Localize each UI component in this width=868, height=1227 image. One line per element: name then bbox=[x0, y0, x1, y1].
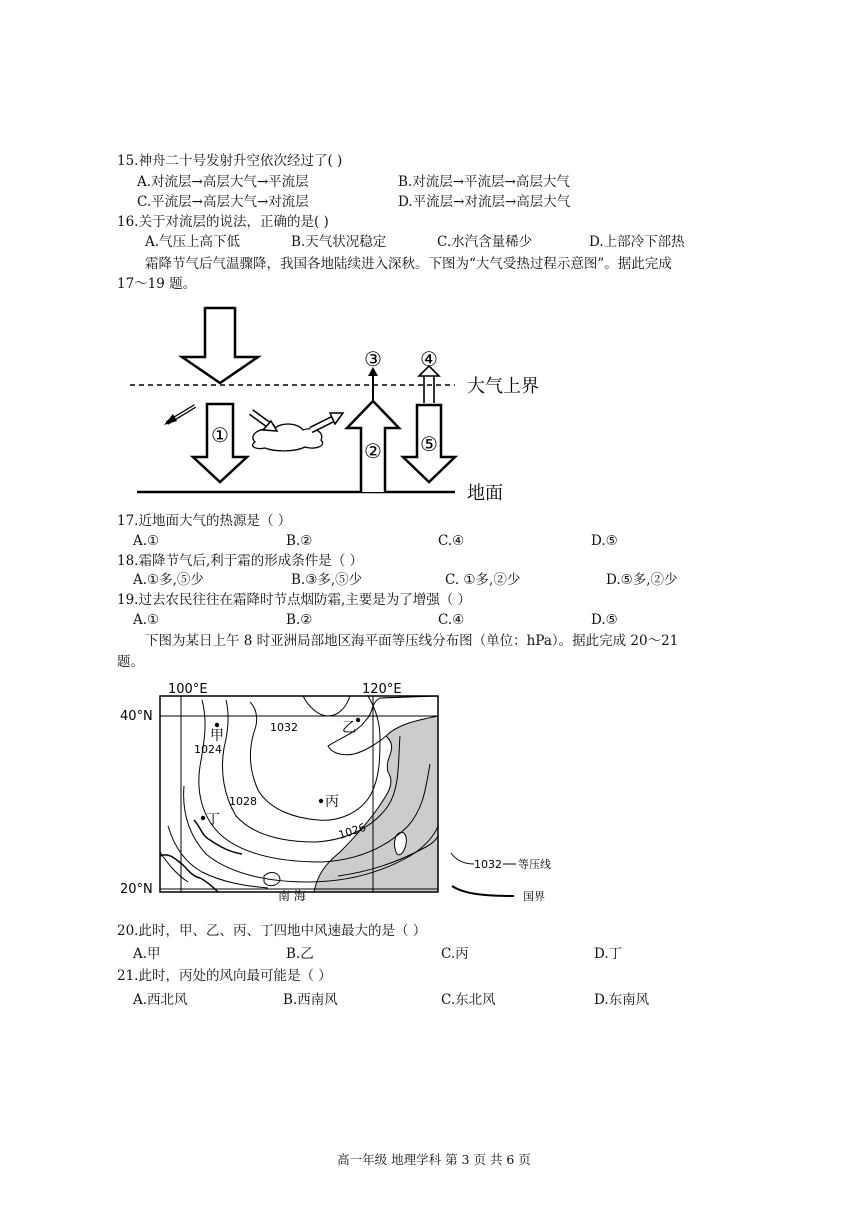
q16-option-d: D.上部冷下部热 bbox=[589, 234, 685, 250]
q21-option-d: D.东南风 bbox=[594, 992, 650, 1008]
q20-option-a: A.甲 bbox=[133, 946, 161, 962]
atmosphere-top-label: 大气上界 bbox=[467, 376, 539, 397]
q15-option-b: B.对流层→平流层→高层大气 bbox=[398, 174, 570, 190]
isobar-label-1024: 1024 bbox=[194, 743, 222, 756]
q17-stem: 17.近地面大气的热源是（ ） bbox=[117, 513, 292, 529]
sea-label: 南 海 bbox=[278, 889, 306, 903]
lat-label-20: 20°N bbox=[120, 882, 153, 897]
place-yi: 乙 bbox=[342, 720, 356, 736]
ground-label: 地面 bbox=[467, 483, 503, 504]
q15-option-a: A.对流层→高层大气→平流层 bbox=[137, 174, 309, 190]
q17-option-b: B.② bbox=[286, 533, 313, 549]
legend-isobar-value: 1032 bbox=[474, 858, 502, 871]
q21-option-b: B.西南风 bbox=[283, 992, 338, 1008]
q21-stem: 21.此时，丙处的风向最可能是（ ） bbox=[117, 968, 332, 984]
isobar-label-1026: 1026 bbox=[336, 820, 368, 842]
q15-option-c: C.平流层→高层大气→对流层 bbox=[137, 194, 309, 210]
q17-option-c: C.④ bbox=[438, 533, 465, 549]
mark-1: ① bbox=[211, 423, 229, 447]
q18-option-b: B.③多,⑤少 bbox=[291, 572, 363, 588]
q20-stem: 20.此时，甲、乙、丙、丁四地中风速最大的是（ ） bbox=[117, 923, 427, 939]
q19-option-a: A.① bbox=[133, 612, 160, 628]
q21-option-a: A.西北风 bbox=[133, 992, 188, 1008]
q16-option-a: A.气压上高下低 bbox=[145, 234, 241, 250]
mark-2: ② bbox=[364, 439, 382, 463]
q20-option-d: D.丁 bbox=[594, 946, 623, 962]
lat-label-40: 40°N bbox=[120, 709, 153, 724]
q19-option-d: D.⑤ bbox=[591, 612, 618, 628]
q18-option-d: D.⑤多,②少 bbox=[606, 572, 678, 588]
q20-option-c: C.丙 bbox=[441, 946, 469, 962]
q17-option-d: D.⑤ bbox=[591, 533, 618, 549]
q18-stem: 18.霜降节气后,利于霜的形成条件是（ ） bbox=[117, 553, 364, 569]
q18-option-a: A.①多,⑤少 bbox=[133, 572, 204, 588]
q16-option-c: C.水汽含量稀少 bbox=[437, 234, 533, 250]
q16-stem: 16.关于对流层的说法，正确的是( ) bbox=[117, 214, 329, 230]
isobar-label-1028: 1028 bbox=[229, 795, 257, 808]
q17-option-a: A.① bbox=[133, 533, 160, 549]
isobar-map bbox=[118, 676, 568, 908]
q19-stem: 19.过去农民往往在霜降时节点烟防霜,主要是为了增强（ ） bbox=[117, 592, 472, 608]
q15-stem: 15.神舟二十号发射升空依次经过了( ) bbox=[117, 153, 343, 169]
lon-label-100: 100°E bbox=[168, 682, 208, 697]
atmospheric-heating-diagram bbox=[115, 300, 575, 505]
q15-option-d: D.平流层→对流层→高层大气 bbox=[398, 194, 571, 210]
q21-option-c: C.东北风 bbox=[441, 992, 496, 1008]
isobar-label-1032: 1032 bbox=[270, 721, 298, 734]
legend-border-text: 国界 bbox=[523, 890, 545, 903]
q19-option-c: C.④ bbox=[438, 612, 465, 628]
place-jia: 甲 bbox=[210, 728, 224, 744]
legend-isobar-text: 等压线 bbox=[518, 858, 551, 871]
mark-5: ⑤ bbox=[420, 432, 438, 456]
place-bing: 丙 bbox=[325, 794, 339, 810]
page-footer: 高一年级 地理学科 第 3 页 共 6 页 bbox=[337, 1152, 531, 1167]
place-ding: 丁 bbox=[206, 812, 220, 828]
q16-option-b: B.天气状况稳定 bbox=[291, 234, 387, 250]
q19-option-b: B.② bbox=[286, 612, 313, 628]
q20-option-b: B.乙 bbox=[286, 946, 314, 962]
intro2-line2: 题。 bbox=[117, 654, 144, 670]
intro2-line1: 下图为某日上午 8 时亚洲局部地区海平面等压线分布图（单位：hPa）。据此完成 20～21 bbox=[145, 633, 679, 649]
mark-3: ③ bbox=[364, 347, 382, 371]
mark-4: ④ bbox=[420, 347, 438, 371]
intro1-line1: 霜降节气后气温骤降，我国各地陆续进入深秋。下图为“大气受热过程示意图”。据此完成 bbox=[145, 256, 672, 272]
q18-option-c: C. ①多,②少 bbox=[445, 572, 521, 588]
lon-label-120: 120°E bbox=[362, 682, 402, 697]
intro1-line2: 17～19 题。 bbox=[117, 276, 197, 292]
